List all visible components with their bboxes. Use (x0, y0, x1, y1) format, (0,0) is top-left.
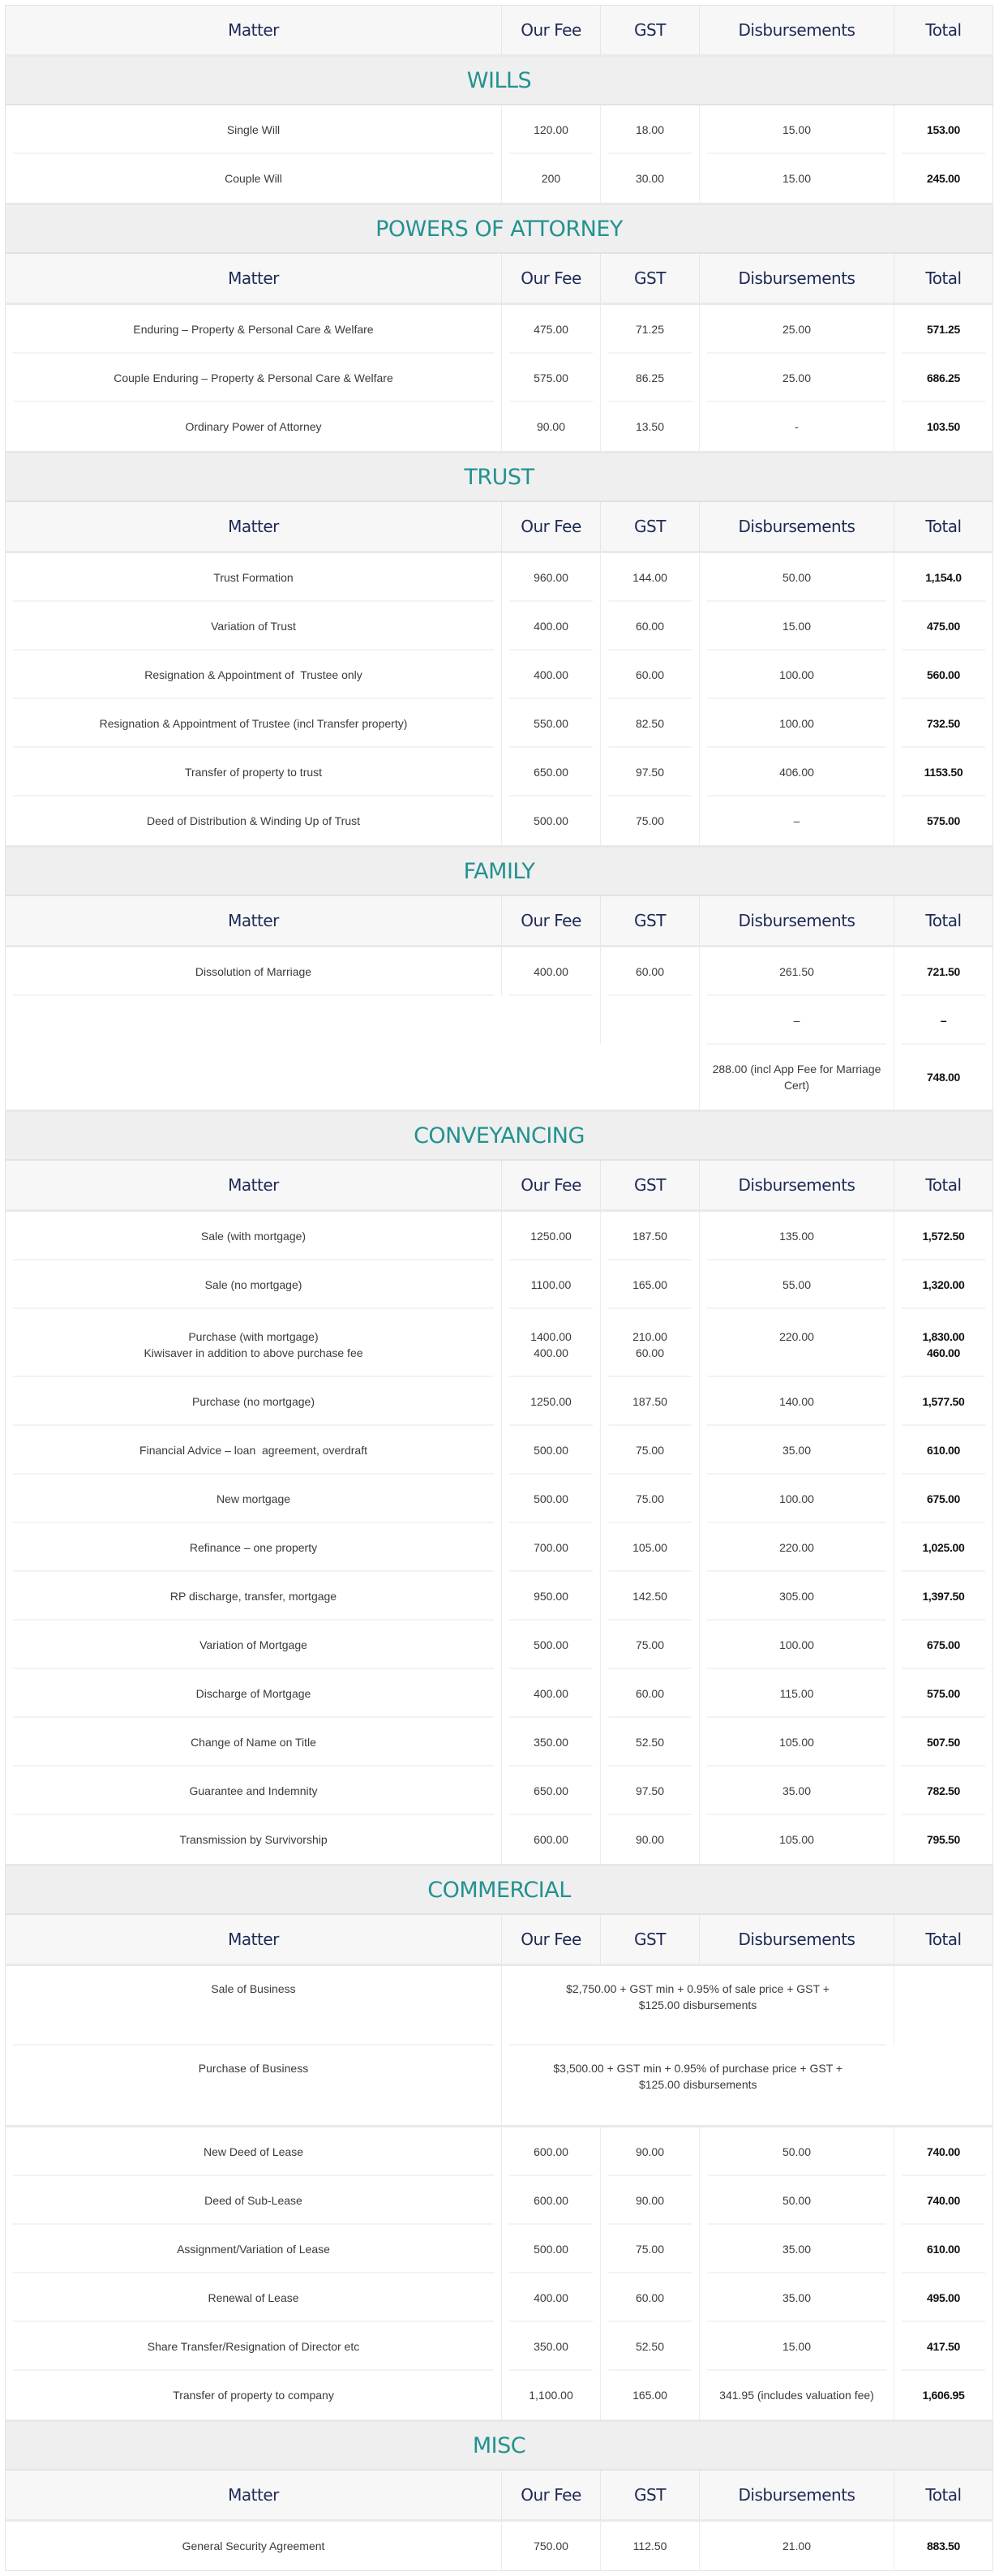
total-cell: 153.00 (894, 105, 993, 154)
disbursements-cell: 341.95 (includes valuation fee) (700, 2371, 894, 2421)
matter-cell: Variation of Mortgage (6, 1621, 502, 1669)
matter-line-kiwisaver: Kiwisaver in addition to above purchase fee (144, 1346, 363, 1359)
table-row (6, 552, 993, 603)
disbursements-cell: 15.00 (700, 154, 894, 204)
total-cell: 675.00 (894, 1475, 993, 1523)
disbursements-cell: 100.00 (700, 699, 894, 748)
table-row (6, 699, 993, 748)
total-cell: 610.00 (894, 2225, 993, 2273)
table-row (6, 2273, 993, 2322)
matter-cell: Ordinary Power of Attorney (6, 402, 502, 453)
column-header-matter: Matter (6, 2470, 502, 2521)
column-header-gst: GST (601, 1160, 700, 1211)
matter-cell: Assignment/Variation of Lease (6, 2225, 502, 2273)
table-row-formula (6, 2046, 993, 2127)
total-cell-empty (894, 1965, 993, 2127)
disbursements-cell: 15.00 (700, 105, 894, 154)
gst-cell: 18.00 (601, 105, 700, 154)
total-cell (894, 1309, 993, 1377)
column-header-total: Total (894, 6, 993, 56)
fee-cell: 575.00 (502, 354, 601, 402)
gst-cell: 60.00 (601, 2273, 700, 2322)
gst-cell: 142.50 (601, 1572, 700, 1621)
total-cell: 795.50 (894, 1815, 993, 1865)
fee-cell: 600.00 (502, 1815, 601, 1865)
gst-cell: 52.50 (601, 1718, 700, 1767)
matter-cell: Change of Name on Title (6, 1718, 502, 1767)
table-row (6, 1669, 993, 1718)
matter-cell: RP discharge, transfer, mortgage (6, 1572, 502, 1621)
fee-line-kiwisaver: 400.00 (534, 1346, 568, 1359)
disbursements-cell: 35.00 (700, 1426, 894, 1475)
fee-cell: 650.00 (502, 748, 601, 796)
matter-cell: Resignation & Appointment of Trustee (incl Transfer property) (6, 699, 502, 748)
table-row (6, 2225, 993, 2273)
table-row (6, 2521, 993, 2571)
column-header-matter: Matter (6, 501, 502, 552)
fee-cell: 1,100.00 (502, 2371, 601, 2421)
column-header-fee: Our Fee (502, 6, 601, 56)
column-header-row (6, 253, 993, 304)
matter-cell: Single Will (6, 105, 502, 154)
column-header-row (6, 2470, 993, 2521)
total-cell: 575.00 (894, 1669, 993, 1718)
column-header-fee: Our Fee (502, 501, 601, 552)
total-cell: 686.25 (894, 354, 993, 402)
matter-cell: Transmission by Survivorship (6, 1815, 502, 1865)
column-header-gst: GST (601, 895, 700, 947)
disbursements-cell: 15.00 (700, 2322, 894, 2371)
fee-cell: 475.00 (502, 304, 601, 354)
total-cell: 495.00 (894, 2273, 993, 2322)
disbursements-cell: 35.00 (700, 2273, 894, 2322)
fee-cell: 750.00 (502, 2521, 601, 2571)
disbursements-cell (700, 1309, 894, 1377)
column-header-disbursements: Disbursements (700, 1160, 894, 1211)
gst-cell: 75.00 (601, 1621, 700, 1669)
matter-cell: Dissolution of Marriage (6, 947, 502, 997)
disbursements-cell: 105.00 (700, 1815, 894, 1865)
total-cell: 103.50 (894, 402, 993, 453)
table-row (6, 2371, 993, 2421)
disbursements-cell: 25.00 (700, 354, 894, 402)
gst-cell: 86.25 (601, 354, 700, 402)
gst-cell: 165.00 (601, 2371, 700, 2421)
total-cell: 1153.50 (894, 748, 993, 796)
disbursements-cell: 15.00 (700, 602, 894, 650)
section-title-trust: TRUST (6, 453, 993, 502)
matter-cell: Share Transfer/Resignation of Director etc (6, 2322, 502, 2371)
disbursements-cell: 50.00 (700, 2176, 894, 2225)
matter-cell: Discharge of Mortgage (6, 1669, 502, 1718)
fee-cell: 90.00 (502, 402, 601, 453)
fee-cell: 1250.00 (502, 1211, 601, 1261)
table-row (6, 996, 993, 1045)
section-misc (6, 2421, 993, 2471)
section-title-conveyancing: CONVEYANCING (6, 1111, 993, 1161)
total-cell: 417.50 (894, 2322, 993, 2371)
gst-cell: 75.00 (601, 1475, 700, 1523)
matter-cell: Purchase (no mortgage) (6, 1377, 502, 1426)
column-header-total: Total (894, 2470, 993, 2521)
disbursements-cell: 115.00 (700, 1669, 894, 1718)
table-row (6, 154, 993, 204)
fee-cell-empty (502, 996, 601, 1045)
column-header-matter: Matter (6, 895, 502, 947)
gst-cell: 97.50 (601, 1767, 700, 1815)
gst-cell: 112.50 (601, 2521, 700, 2571)
fee-cell: 400.00 (502, 650, 601, 699)
matter-cell: Trust Formation (6, 552, 502, 603)
total-cell: 507.50 (894, 1718, 993, 1767)
fee-cell: 400.00 (502, 602, 601, 650)
table-row (6, 748, 993, 796)
fee-cell: 120.00 (502, 105, 601, 154)
total-cell: 1,572.50 (894, 1211, 993, 1261)
section-wills (6, 56, 993, 105)
gst-cell: 30.00 (601, 154, 700, 204)
gst-cell: 60.00 (601, 1669, 700, 1718)
fee-cell: 650.00 (502, 1767, 601, 1815)
fee-cell: 200 (502, 154, 601, 204)
gst-cell: 90.00 (601, 2127, 700, 2177)
fee-cell: 500.00 (502, 1475, 601, 1523)
table-row (6, 1211, 993, 1261)
gst-cell: 60.00 (601, 602, 700, 650)
disbursements-cell: 35.00 (700, 2225, 894, 2273)
disbursements-cell: 21.00 (700, 2521, 894, 2571)
matter-cell: Deed of Sub-Lease (6, 2176, 502, 2225)
table-row (6, 1621, 993, 1669)
table-row (6, 402, 993, 453)
table-row (6, 1523, 993, 1572)
gst-cell: 144.00 (601, 552, 700, 603)
total-cell: – (894, 996, 993, 1045)
total-cell: 571.25 (894, 304, 993, 354)
table-row (6, 1572, 993, 1621)
table-row (6, 1767, 993, 1815)
matter-cell: Renewal of Lease (6, 2273, 502, 2322)
fee-gst-cell-empty (502, 1045, 700, 1111)
fee-formula-cell: $2,750.00 + GST min + 0.95% of sale price + GST + $125.00 disbursements (502, 1965, 894, 2046)
fee-cell: 600.00 (502, 2127, 601, 2177)
disbursements-cell: 140.00 (700, 1377, 894, 1426)
fee-cell: 950.00 (502, 1572, 601, 1621)
column-header-gst: GST (601, 501, 700, 552)
fee-cell: 350.00 (502, 1718, 601, 1767)
total-cell: 1,025.00 (894, 1523, 993, 1572)
total-cell: 1,154.0 (894, 552, 993, 603)
section-title-wills: WILLS (6, 56, 993, 105)
total-cell: 1,397.50 (894, 1572, 993, 1621)
disbursements-cell: 135.00 (700, 1211, 894, 1261)
disbursements-cell: 305.00 (700, 1572, 894, 1621)
gst-cell: 97.50 (601, 748, 700, 796)
table-row-formula (6, 1965, 993, 2046)
total-cell: 782.50 (894, 1767, 993, 1815)
matter-cell: Resignation & Appointment of Trustee only (6, 650, 502, 699)
fee-line: 1400.00 (530, 1330, 572, 1343)
column-header-total: Total (894, 253, 993, 304)
column-header-total: Total (894, 501, 993, 552)
disbursements-cell: 50.00 (700, 552, 894, 603)
column-header-gst: GST (601, 2470, 700, 2521)
gst-cell: 165.00 (601, 1260, 700, 1309)
matter-cell-empty (6, 996, 502, 1111)
fee-cell: 500.00 (502, 796, 601, 847)
disbursements-cell: 50.00 (700, 2127, 894, 2177)
column-header-matter: Matter (6, 253, 502, 304)
gst-cell: 187.50 (601, 1211, 700, 1261)
gst-cell: 187.50 (601, 1377, 700, 1426)
gst-cell: 52.50 (601, 2322, 700, 2371)
table-row (6, 796, 993, 847)
matter-cell: Transfer of property to company (6, 2371, 502, 2421)
column-header-row (6, 501, 993, 552)
column-header-row (6, 6, 993, 56)
gst-cell: 90.00 (601, 2176, 700, 2225)
disbursements-cell: - (700, 402, 894, 453)
section-title-misc: MISC (6, 2421, 993, 2471)
column-header-disbursements: Disbursements (700, 253, 894, 304)
fee-cell: 350.00 (502, 2322, 601, 2371)
table-row (6, 1309, 993, 1377)
total-cell: 740.00 (894, 2176, 993, 2225)
section-commercial (6, 1865, 993, 1915)
matter-cell: Couple Enduring – Property & Personal Care & Welfare (6, 354, 502, 402)
matter-cell: Sale (no mortgage) (6, 1260, 502, 1309)
gst-line: 210.00 (632, 1330, 667, 1343)
disbursements-cell: 261.50 (700, 947, 894, 997)
matter-cell: Enduring – Property & Personal Care & Welfare (6, 304, 502, 354)
fee-cell: 600.00 (502, 2176, 601, 2225)
disbursements-cell: 25.00 (700, 304, 894, 354)
total-cell: 1,606.95 (894, 2371, 993, 2421)
fee-cell: 400.00 (502, 2273, 601, 2322)
fee-cell: 1250.00 (502, 1377, 601, 1426)
total-cell: 1,320.00 (894, 1260, 993, 1309)
column-header-disbursements: Disbursements (700, 2470, 894, 2521)
disbursements-cell: 100.00 (700, 650, 894, 699)
gst-cell: 60.00 (601, 947, 700, 997)
disbursements-cell: 100.00 (700, 1475, 894, 1523)
column-header-fee: Our Fee (502, 1914, 601, 1965)
fee-cell (502, 1309, 601, 1377)
disbursements-cell: 406.00 (700, 748, 894, 796)
disbursements-cell: 220.00 (700, 1523, 894, 1572)
column-header-gst: GST (601, 6, 700, 56)
gst-cell (601, 1309, 700, 1377)
table-row (6, 1475, 993, 1523)
column-header-total: Total (894, 1914, 993, 1965)
total-cell: 560.00 (894, 650, 993, 699)
section-trust (6, 453, 993, 502)
fee-cell: 1100.00 (502, 1260, 601, 1309)
table-row (6, 2127, 993, 2177)
gst-cell: 75.00 (601, 1426, 700, 1475)
disbursements-cell: 55.00 (700, 1260, 894, 1309)
fee-cell: 400.00 (502, 1669, 601, 1718)
gst-cell: 71.25 (601, 304, 700, 354)
disbursements-cell: 35.00 (700, 1767, 894, 1815)
matter-cell (6, 1309, 502, 1377)
total-line: 1,830.00 (922, 1330, 965, 1343)
total-line-kiwisaver: 460.00 (926, 1346, 961, 1359)
column-header-fee: Our Fee (502, 1160, 601, 1211)
total-cell: 675.00 (894, 1621, 993, 1669)
column-header-disbursements: Disbursements (700, 6, 894, 56)
fee-cell: 400.00 (502, 947, 601, 997)
gst-cell: 90.00 (601, 1815, 700, 1865)
gst-cell: 13.50 (601, 402, 700, 453)
column-header-matter: Matter (6, 1160, 502, 1211)
column-header-disbursements: Disbursements (700, 1914, 894, 1965)
matter-cell: Sale (with mortgage) (6, 1211, 502, 1261)
total-cell: 748.00 (894, 1045, 993, 1111)
table-row (6, 2176, 993, 2225)
fee-formula-cell: $3,500.00 + GST min + 0.95% of purchase price + GST + $125.00 disbursements (502, 2046, 894, 2127)
total-cell: 883.50 (894, 2521, 993, 2571)
matter-cell: Refinance – one property (6, 1523, 502, 1572)
total-cell: 610.00 (894, 1426, 993, 1475)
gst-cell: 60.00 (601, 650, 700, 699)
section-powers-of-attorney (6, 204, 993, 254)
fee-cell: 500.00 (502, 1621, 601, 1669)
table-row (6, 1426, 993, 1475)
fee-cell: 700.00 (502, 1523, 601, 1572)
disbursements-line: 220.00 (779, 1330, 814, 1343)
disbursements-cell: 105.00 (700, 1718, 894, 1767)
disbursements-cell: – (700, 996, 894, 1045)
column-header-gst: GST (601, 253, 700, 304)
column-header-row (6, 895, 993, 947)
column-header-total: Total (894, 895, 993, 947)
disbursements-cell: 288.00 (incl App Fee for Marriage Cert) (700, 1045, 894, 1111)
gst-cell-empty (601, 996, 700, 1045)
section-conveyancing (6, 1111, 993, 1161)
total-cell: 575.00 (894, 796, 993, 847)
table-row (6, 105, 993, 154)
table-row (6, 1377, 993, 1426)
matter-cell: Purchase of Business (6, 2046, 502, 2127)
table-row (6, 1815, 993, 1865)
column-header-disbursements: Disbursements (700, 501, 894, 552)
section-title-commercial: COMMERCIAL (6, 1865, 993, 1915)
matter-cell: New mortgage (6, 1475, 502, 1523)
table-row (6, 1260, 993, 1309)
column-header-matter: Matter (6, 1914, 502, 1965)
total-cell: 721.50 (894, 947, 993, 997)
fee-cell: 500.00 (502, 2225, 601, 2273)
fee-cell: 500.00 (502, 1426, 601, 1475)
gst-cell: 75.00 (601, 2225, 700, 2273)
section-family (6, 847, 993, 896)
matter-cell: Couple Will (6, 154, 502, 204)
column-header-fee: Our Fee (502, 895, 601, 947)
gst-line-kiwisaver: 60.00 (635, 1346, 665, 1359)
column-header-row (6, 1160, 993, 1211)
table-row (6, 304, 993, 354)
table-row (6, 947, 993, 997)
total-cell: 740.00 (894, 2127, 993, 2177)
matter-cell: Transfer of property to trust (6, 748, 502, 796)
column-header-row (6, 1914, 993, 1965)
section-title-powers-of-attorney: POWERS OF ATTORNEY (6, 204, 993, 254)
gst-cell: 105.00 (601, 1523, 700, 1572)
fee-table (5, 5, 993, 2571)
matter-cell: General Security Agreement (6, 2521, 502, 2571)
total-cell: 475.00 (894, 602, 993, 650)
section-title-family: FAMILY (6, 847, 993, 896)
fee-cell: 550.00 (502, 699, 601, 748)
total-cell: 245.00 (894, 154, 993, 204)
matter-cell: Deed of Distribution & Winding Up of Trust (6, 796, 502, 847)
disbursements-cell: – (700, 796, 894, 847)
column-header-fee: Our Fee (502, 2470, 601, 2521)
matter-cell: Sale of Business (6, 1965, 502, 2046)
column-header-matter: Matter (6, 6, 502, 56)
matter-cell: Guarantee and Indemnity (6, 1767, 502, 1815)
table-row (6, 1718, 993, 1767)
matter-cell: New Deed of Lease (6, 2127, 502, 2177)
disbursements-cell: 100.00 (700, 1621, 894, 1669)
total-cell: 1,577.50 (894, 1377, 993, 1426)
matter-cell: Variation of Trust (6, 602, 502, 650)
matter-cell: Financial Advice – loan agreement, overdraft (6, 1426, 502, 1475)
column-header-gst: GST (601, 1914, 700, 1965)
column-header-disbursements: Disbursements (700, 895, 894, 947)
table-row (6, 2322, 993, 2371)
matter-line: Purchase (with mortgage) (188, 1330, 319, 1343)
gst-cell: 75.00 (601, 796, 700, 847)
table-row (6, 354, 993, 402)
fee-cell: 960.00 (502, 552, 601, 603)
gst-cell: 82.50 (601, 699, 700, 748)
total-cell: 732.50 (894, 699, 993, 748)
table-row (6, 650, 993, 699)
table-row (6, 602, 993, 650)
column-header-total: Total (894, 1160, 993, 1211)
column-header-fee: Our Fee (502, 253, 601, 304)
